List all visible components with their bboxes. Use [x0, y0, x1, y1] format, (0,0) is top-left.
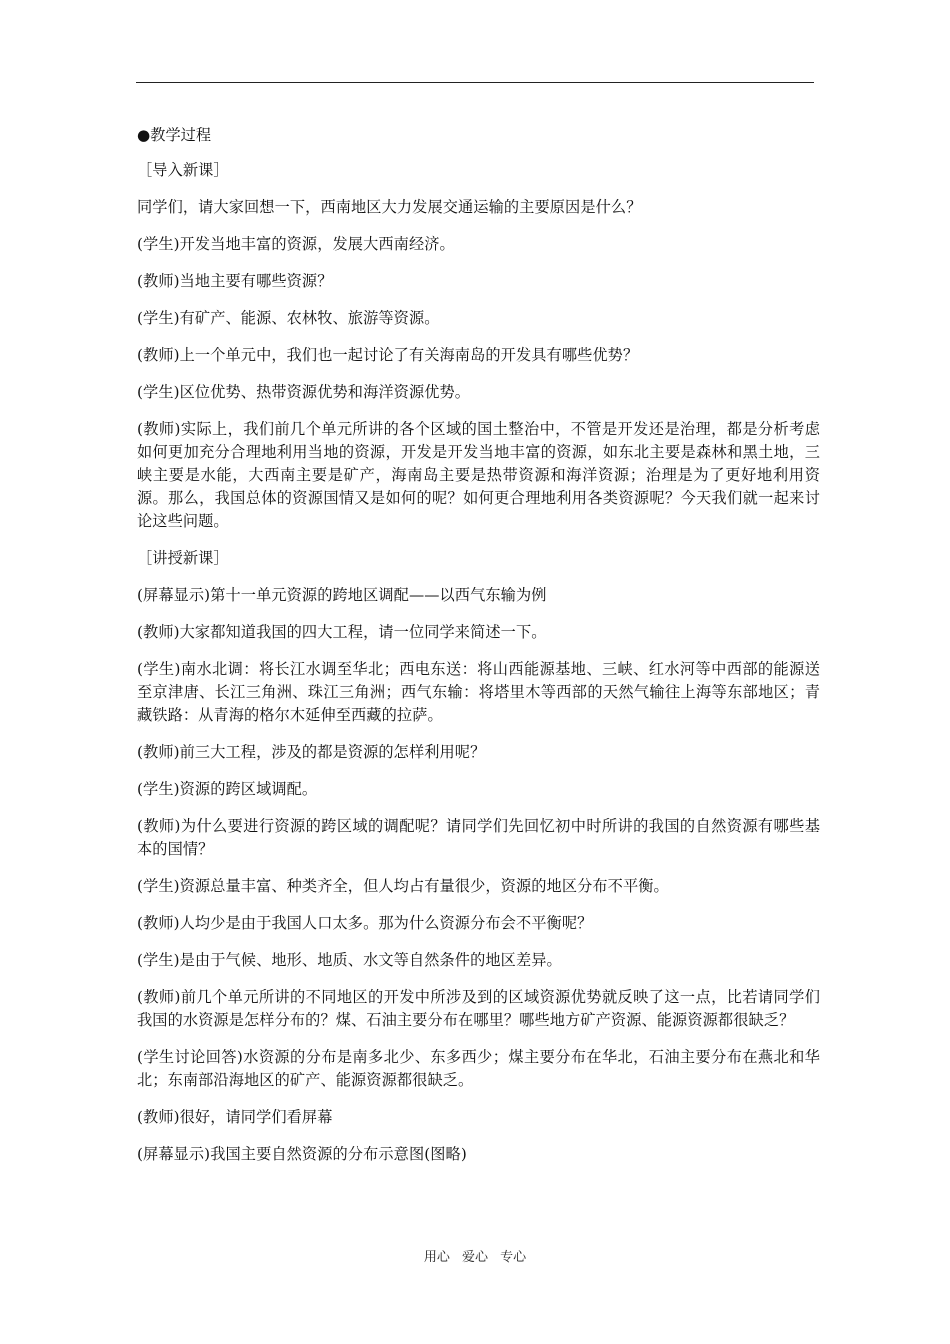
paragraph: 同学们，请大家回想一下，西南地区大力发展交通运输的主要原因是什么？ — [137, 198, 642, 216]
paragraph: (屏幕显示)第十一单元资源的跨地区调配——以西气东输为例 — [137, 586, 547, 604]
paragraph: (屏幕显示)我国主要自然资源的分布示意图(图略) — [137, 1145, 467, 1163]
header-rule — [136, 82, 814, 83]
paragraph: (教师)人均少是由于我国人口太多。那为什么资源分布会不平衡呢？ — [137, 914, 593, 932]
paragraph: (学生)开发当地丰富的资源，发展大西南经济。 — [137, 235, 455, 253]
paragraph: (教师)大家都知道我国的四大工程，请一位同学来简述一下。 — [137, 623, 547, 641]
paragraph: (学生)区位优势、热带资源优势和海洋资源优势。 — [137, 383, 471, 401]
paragraph: (教师)实际上，我们前几个单元所讲的各个区域的国土整治中，不管是开发还是治理，都是分析考虑如何更加充分合理地利用当地的资源，开发是开发当地丰富的资源，如东北主要是森林和黑土地，三峡主要是水能，大西南主要是矿产，海南岛主要是热带资源和海洋资源；治理是为了更好地利用资源。那么，我国总体的资源国情又是如何的呢？如何更合理地利用各类资源呢？今天我们就一起来讨论这些问题。 — [137, 420, 820, 530]
subheading-intro: ［导入新课］ — [137, 161, 229, 179]
paragraph: (教师)前几个单元所讲的不同地区的开发中所涉及到的区域资源优势就反映了这一点，比若请同学们我国的水资源是怎样分布的？煤、石油主要分布在哪里？哪些地方矿产资源、能源资源都很缺乏？ — [137, 988, 820, 1029]
paragraph: (学生)有矿产、能源、农林牧、旅游等资源。 — [137, 309, 440, 327]
page-footer: 用心 爱心 专心 — [423, 1250, 527, 1265]
section-heading-teaching-process: ●教学过程 — [137, 126, 212, 144]
paragraph: (学生)南水北调：将长江水调至华北；西电东送：将山西能源基地、三峡、红水河等中西部的能源送至京津唐、长江三角洲、珠江三角洲；西气东输：将塔里木等西部的天然气输往上海等东部地区；青藏铁路：从青海的格尔木延伸至西藏的拉萨。 — [137, 660, 820, 724]
paragraph: (学生)资源总量丰富、种类齐全，但人均占有量很少，资源的地区分布不平衡。 — [137, 877, 669, 895]
subheading-new-lesson: ［讲授新课］ — [137, 549, 229, 567]
paragraph: (学生讨论回答)水资源的分布是南多北少、东多西少；煤主要分布在华北，石油主要分布在燕北和华北；东南部沿海地区的矿产、能源资源都很缺乏。 — [137, 1048, 820, 1089]
paragraph: (教师)当地主要有哪些资源？ — [137, 272, 333, 290]
paragraph: (教师)前三大工程，涉及的都是资源的怎样利用呢？ — [137, 743, 486, 761]
paragraph: (教师)为什么要进行资源的跨区域的调配呢？请同学们先回忆初中时所讲的我国的自然资源有哪些基本的国情？ — [137, 817, 820, 858]
paragraph: (教师)很好，请同学们看屏幕 — [137, 1108, 333, 1126]
document-body — [137, 124, 820, 1180]
paragraph: (教师)上一个单元中，我们也一起讨论了有关海南岛的开发具有哪些优势？ — [137, 346, 639, 364]
paragraph: (学生)资源的跨区域调配。 — [137, 780, 318, 798]
paragraph: (学生)是由于气候、地形、地质、水文等自然条件的地区差异。 — [137, 951, 562, 969]
